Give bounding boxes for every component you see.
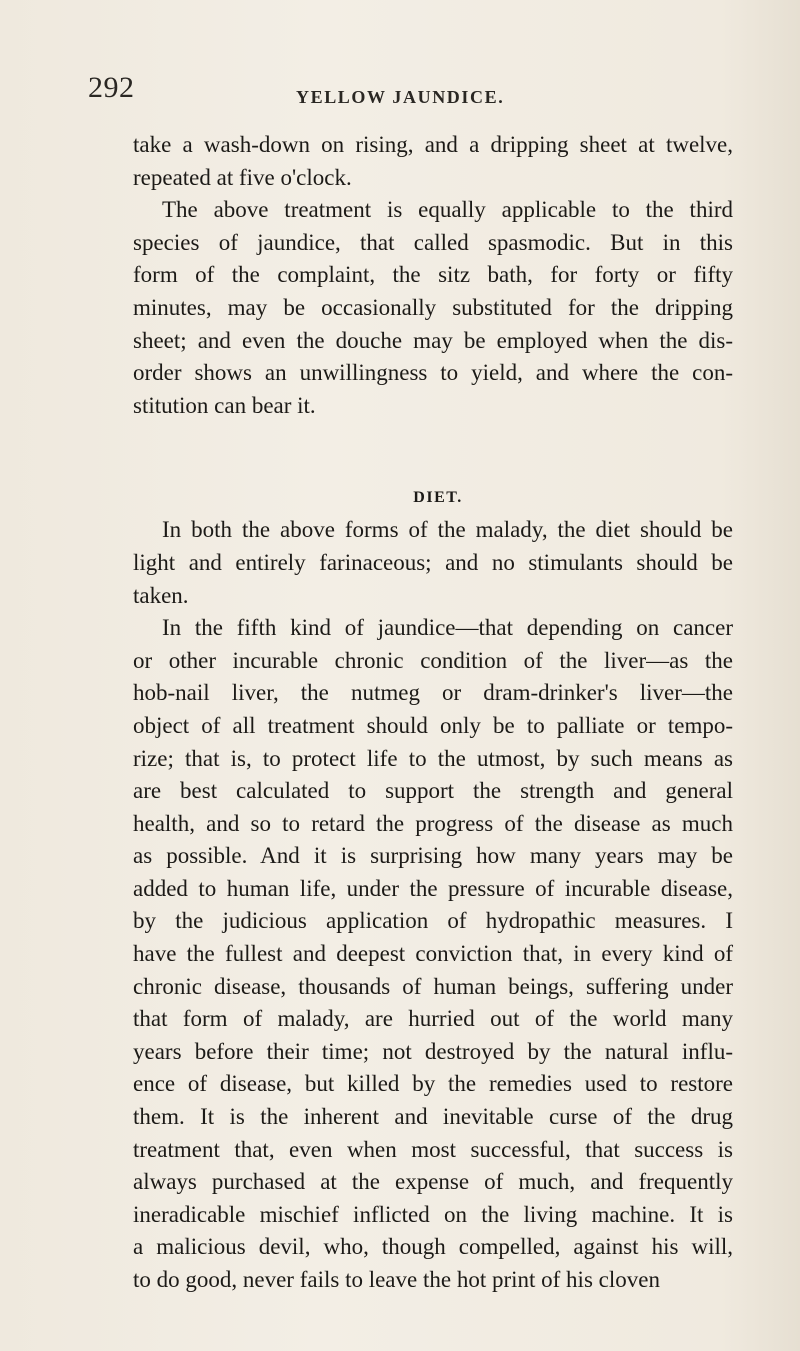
paragraphs-before-heading <box>133 129 733 422</box>
text-line: years before their time; not destroyed by the natural influ- <box>133 1038 733 1064</box>
text-line: have the fullest and deepest conviction that, in every kind of <box>133 941 733 967</box>
text-line: a malicious devil, who, though compelled, against his will, <box>133 1234 733 1260</box>
text-line: species of jaundice, that called spasmodic. But in this <box>133 229 733 255</box>
text-line: by the judicious application of hydropathic measures. I <box>133 908 733 934</box>
paragraphs-after-heading <box>133 514 733 1296</box>
text-line: them. It is the inherent and inevitable curse of the drug <box>133 1104 733 1130</box>
paragraph <box>133 514 733 612</box>
text-line: In the fifth kind of jaundice—that depending on cancer <box>162 615 733 641</box>
paragraph <box>133 194 733 422</box>
text-line: ence of disease, but killed by the remedies used to restore <box>133 1071 733 1097</box>
text-line: taken. <box>133 582 189 608</box>
text-line: added to human life, under the pressure of incurable disease, <box>133 875 733 901</box>
text-line: hob-nail liver, the nutmeg or dram-drinker's liver—the <box>133 680 733 706</box>
text-line: are best calculated to support the strength and general <box>133 778 733 804</box>
text-line: chronic disease, thousands of human beings, suffering under <box>133 973 733 999</box>
section-heading: DIET. <box>413 489 463 507</box>
text-line: as possible. And it is surprising how many years may be <box>133 843 733 869</box>
text-line: always purchased at the expense of much, and frequently <box>133 1169 733 1195</box>
text-line: In both the above forms of the malady, the diet should be <box>162 517 733 543</box>
text-line: light and entirely farinaceous; and no stimulants should be <box>133 549 733 575</box>
text-line: repeated at five o'clock. <box>133 164 352 190</box>
text-line: object of all treatment should only be to palliate or tempo- <box>133 712 733 738</box>
text-line: that form of malady, are hurried out of the world many <box>133 1006 733 1032</box>
text-line: take a wash-down on rising, and a dripping sheet at twelve, <box>133 132 733 157</box>
text-line: sheet; and even the douche may be employed when the dis- <box>133 327 733 353</box>
text-line: ineradicable mischief inflicted on the living machine. It is <box>133 1201 733 1227</box>
text-line: The above treatment is equally applicable to the third <box>162 197 733 223</box>
text-line: to do good, never fails to leave the hot print of his cloven <box>133 1267 660 1292</box>
text-line: order shows an unwillingness to yield, and where the con- <box>133 360 733 386</box>
paragraph <box>133 612 733 1296</box>
text-line: stitution can bear it. <box>133 392 316 418</box>
text-line: or other incurable chronic condition of the liver—as the <box>133 647 733 673</box>
text-line: health, and so to retard the progress of the disease as much <box>133 810 733 836</box>
running-head: YELLOW JAUNDICE. <box>296 87 505 107</box>
paragraph <box>133 129 733 194</box>
text-line: form of the complaint, the sitz bath, for forty or fifty <box>133 262 733 288</box>
text-line: minutes, may be occasionally substituted for the dripping <box>133 294 733 320</box>
text-line: treatment that, even when most successful, that success is <box>133 1136 733 1162</box>
page-number: 292 <box>88 71 135 104</box>
text-line: rize; that is, to protect life to the utmost, by such means as <box>133 745 733 771</box>
body-text <box>133 129 733 1297</box>
